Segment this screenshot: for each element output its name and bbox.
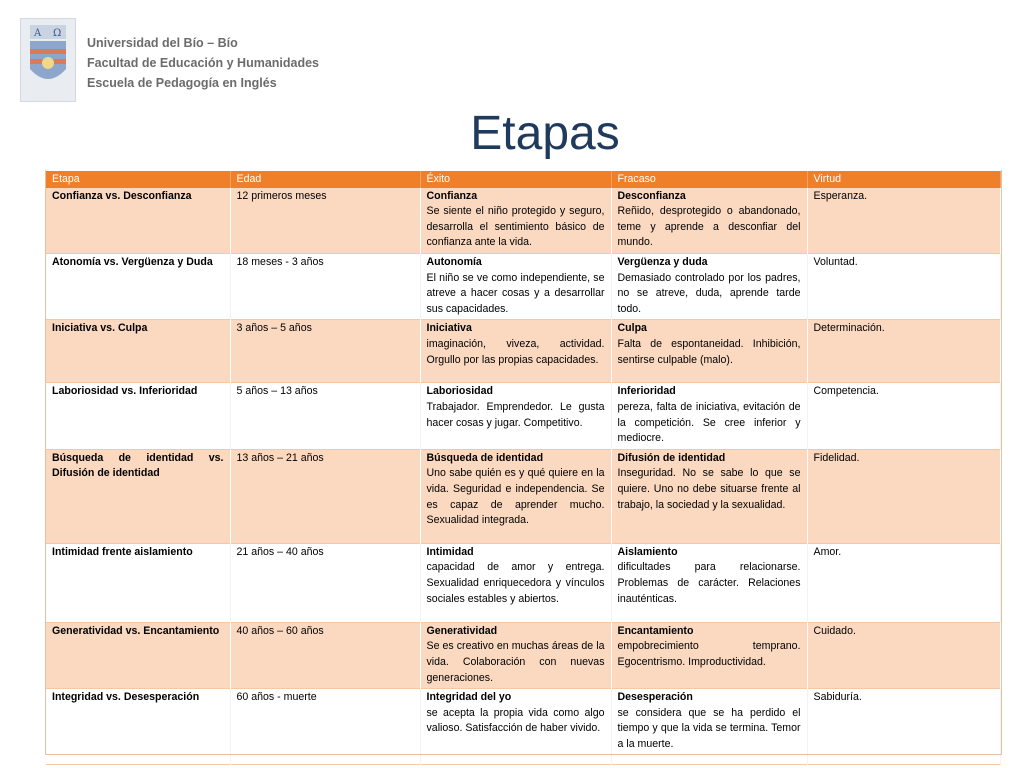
stage-cell: Iniciativa vs. Culpa	[46, 320, 230, 383]
age-cell: 60 años - muerte	[230, 689, 420, 765]
success-cell	[420, 383, 611, 449]
failure-cell	[611, 543, 807, 622]
virtue-cell: Sabiduría.	[807, 689, 1000, 765]
column-header-virtue: Virtud	[807, 171, 1000, 188]
success-description: El niño se ve como independiente, se atreve a hacer cosas y a desarrollar sus capacidades.	[426, 271, 605, 315]
table-row	[46, 543, 1000, 622]
stage-cell: Generatividad vs. Encantamiento	[46, 622, 230, 688]
table-row	[46, 188, 1000, 254]
success-cell	[420, 320, 611, 383]
column-header-failure: Fracaso	[611, 171, 807, 188]
success-cell	[420, 689, 611, 765]
table-row	[46, 689, 1000, 765]
virtue-cell: Determinación.	[807, 320, 1000, 383]
table-row	[46, 449, 1000, 543]
svg-text:A: A	[34, 28, 42, 39]
success-cell	[420, 622, 611, 688]
failure-description: se considera que se ha perdido el tiempo y que la vida se termina. Temor a la muerte.	[617, 706, 801, 750]
page-title: Etapas	[470, 107, 620, 160]
column-header-success: Éxito	[420, 171, 611, 188]
success-title: Iniciativa	[426, 322, 472, 335]
stage-cell: Intimidad frente aislamiento	[46, 543, 230, 622]
virtue-cell: Fidelidad.	[807, 449, 1000, 543]
university-name: Universidad del Bío – Bío	[87, 36, 238, 50]
age-cell: 13 años – 21 años	[230, 449, 420, 543]
virtue-cell: Esperanza.	[807, 188, 1000, 254]
university-logo	[20, 18, 76, 102]
column-header-age: Edad	[230, 171, 420, 188]
virtue-cell: Voluntad.	[807, 253, 1000, 319]
stage-cell: Laboriosidad vs. Inferioridad	[46, 383, 230, 449]
stage-cell: Integridad vs. Desesperación	[46, 689, 230, 765]
virtue-cell: Amor.	[807, 543, 1000, 622]
success-description: Uno sabe quién es y qué quiere en la vida. Seguridad e independencia. Se es capaz de aprender mucho. Sexualidad integrada.	[426, 467, 605, 527]
age-cell: 12 primeros meses	[230, 188, 420, 254]
failure-description: Reñido, desprotegido o abandonado, teme y aprende a desconfiar del mundo.	[617, 205, 801, 249]
success-description: Se siente el niño protegido y seguro, desarrolla el sentimiento básico de confianza ante la vida.	[426, 205, 605, 249]
failure-description: Demasiado controlado por los padres, no se atreve, duda, aprende tarde todo.	[617, 271, 801, 315]
success-cell	[420, 543, 611, 622]
column-header-stage: Etapa	[46, 171, 230, 188]
table-row	[46, 320, 1000, 383]
success-title: Búsqueda de identidad	[426, 451, 544, 464]
age-cell: 5 años – 13 años	[230, 383, 420, 449]
stage-cell: Atonomía vs. Vergüenza y Duda	[46, 253, 230, 319]
age-cell: 21 años – 40 años	[230, 543, 420, 622]
institution-header	[87, 33, 319, 93]
success-cell	[420, 449, 611, 543]
failure-title: Difusión de identidad	[617, 451, 726, 464]
success-cell	[420, 253, 611, 319]
table-row	[46, 622, 1000, 688]
success-title: Generatividad	[426, 624, 498, 637]
failure-cell	[611, 320, 807, 383]
failure-cell	[611, 622, 807, 688]
failure-description: Falta de espontaneidad. Inhibición, sentirse culpable (malo).	[617, 337, 801, 366]
success-description: Trabajador. Emprendedor. Le gusta hacer cosas y jugar. Competitivo.	[426, 400, 605, 429]
failure-cell	[611, 689, 807, 765]
failure-title: Vergüenza y duda	[617, 255, 708, 268]
stage-cell: Confianza vs. Desconfianza	[46, 188, 230, 254]
failure-title: Culpa	[617, 322, 647, 335]
age-cell: 3 años – 5 años	[230, 320, 420, 383]
success-title: Autonomía	[426, 255, 482, 268]
success-title: Confianza	[426, 189, 478, 202]
failure-cell	[611, 383, 807, 449]
failure-title: Encantamiento	[617, 624, 694, 637]
failure-description: dificultades para relacionarse. Problemas de carácter. Relaciones inauténticas.	[617, 561, 801, 605]
failure-cell	[611, 449, 807, 543]
success-title: Integridad del yo	[426, 691, 512, 704]
failure-title: Desconfianza	[617, 189, 686, 202]
success-cell	[420, 188, 611, 254]
failure-title: Inferioridad	[617, 385, 676, 398]
failure-title: Aislamiento	[617, 545, 678, 558]
failure-cell	[611, 188, 807, 254]
success-description: Se es creativo en muchas áreas de la vida. Colaboración con nuevas generaciones.	[426, 640, 605, 684]
success-description: se acepta la propia vida como algo valioso. Satisfacción de haber vivido.	[426, 706, 605, 735]
stage-cell: Búsqueda de identidad vs. Difusión de identidad	[46, 449, 230, 543]
failure-title: Desesperación	[617, 691, 693, 704]
failure-description: Inseguridad. No se sabe lo que se quiere. Uno no debe situarse frente al trabajo, la sociedad y la sexualidad.	[617, 467, 801, 511]
success-title: Laboriosidad	[426, 385, 494, 398]
age-cell: 18 meses - 3 años	[230, 253, 420, 319]
school-name: Escuela de Pedagogía en Inglés	[87, 76, 277, 90]
stages-table	[46, 171, 1001, 765]
failure-description: pereza, falta de iniciativa, evitación de la competición. Se cree inferior y mediocre.	[617, 400, 801, 445]
virtue-cell: Cuidado.	[807, 622, 1000, 688]
svg-text:Ω: Ω	[53, 28, 62, 39]
table-header-row	[46, 171, 1000, 188]
success-description: imaginación, viveza, actividad. Orgullo por las propias capacidades.	[426, 337, 605, 366]
age-cell: 40 años – 60 años	[230, 622, 420, 688]
table-row	[46, 253, 1000, 319]
failure-cell	[611, 253, 807, 319]
table-row	[46, 383, 1000, 449]
success-title: Intimidad	[426, 545, 474, 558]
success-description: capacidad de amor y entrega. Sexualidad enriquecedora y vínculos sociales estables y abiertos.	[426, 561, 605, 605]
faculty-name: Facultad de Educación y Humanidades	[87, 56, 320, 70]
failure-description: empobrecimiento temprano. Egocentrismo. Improductividad.	[617, 640, 801, 668]
virtue-cell: Competencia.	[807, 383, 1000, 449]
